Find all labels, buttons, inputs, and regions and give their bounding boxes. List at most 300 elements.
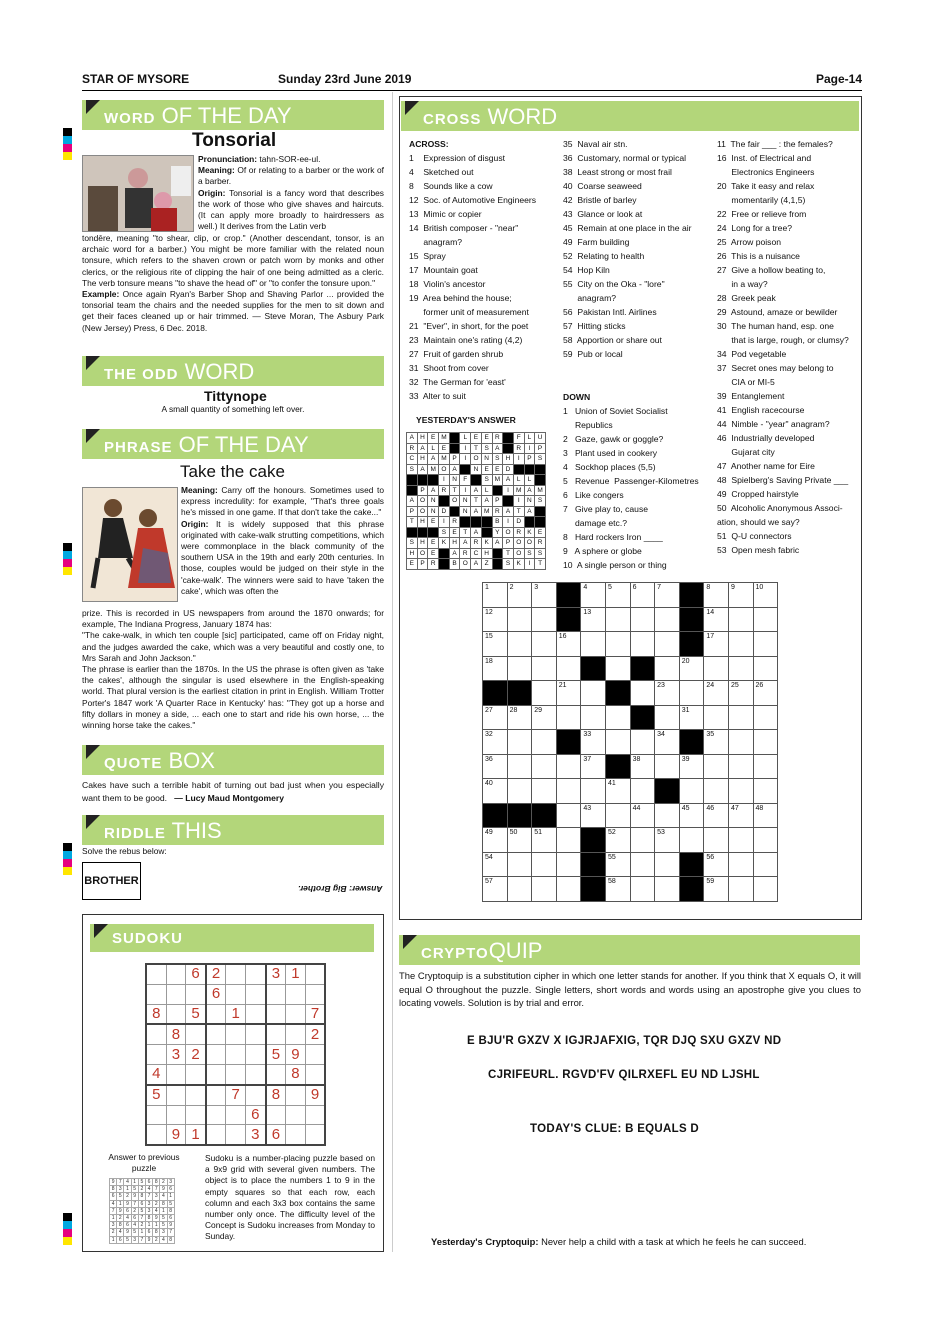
sudoku-cell[interactable]: 6 — [266, 1125, 286, 1145]
crossword-cell[interactable] — [630, 754, 655, 779]
crossword-cell[interactable] — [507, 583, 532, 608]
crossword-cell[interactable] — [753, 877, 778, 902]
crossword-cell[interactable] — [556, 803, 581, 828]
crossword-cell[interactable] — [630, 656, 655, 681]
sudoku-grid[interactable] — [145, 963, 326, 1146]
crossword-cell[interactable] — [753, 632, 778, 657]
yesterday-cell: E — [492, 464, 503, 475]
crossword-cell[interactable] — [704, 583, 729, 608]
crossword-cell[interactable] — [655, 607, 680, 632]
sudoku-cell[interactable]: 5 — [266, 1045, 286, 1065]
crossword-cell[interactable] — [581, 681, 606, 706]
crossword-cell[interactable] — [655, 583, 680, 608]
sudoku-cell[interactable] — [186, 1064, 206, 1084]
crossword-cell[interactable] — [679, 656, 704, 681]
crossword-cell[interactable] — [581, 607, 606, 632]
crossword-cell[interactable] — [483, 803, 508, 828]
yesterday-cell: E — [471, 433, 482, 444]
crossword-cell[interactable] — [728, 730, 753, 755]
crossword-cell[interactable] — [507, 754, 532, 779]
sudoku-cell[interactable]: 3 — [245, 1125, 265, 1145]
crossword-cell[interactable] — [728, 754, 753, 779]
crossword-cell[interactable] — [507, 803, 532, 828]
crossword-cell[interactable] — [630, 583, 655, 608]
crossword-cell[interactable] — [655, 681, 680, 706]
crossword-cell[interactable] — [507, 730, 532, 755]
sudoku-cell[interactable] — [245, 1024, 265, 1044]
sudoku-cell[interactable] — [186, 1085, 206, 1105]
sudoku-cell[interactable] — [286, 1125, 306, 1145]
crossword-cell[interactable] — [556, 583, 581, 608]
yesterday-cell: S — [481, 475, 492, 486]
yesterday-cell: K — [524, 527, 535, 538]
clue-number: 26 — [755, 682, 764, 689]
crossword-cell[interactable] — [753, 828, 778, 853]
crossword-cell[interactable] — [605, 607, 630, 632]
clue-number: 20 — [681, 657, 690, 665]
sudoku-cell[interactable]: 6 — [206, 984, 226, 1004]
sudoku-cell[interactable] — [286, 1024, 306, 1044]
sudoku-cell[interactable] — [206, 1085, 226, 1105]
sudoku-answer-cell: 7 — [138, 1236, 145, 1243]
clue-number: 28 — [509, 706, 518, 714]
crossword-cell[interactable] — [679, 607, 704, 632]
crossword-cell[interactable] — [728, 656, 753, 681]
crossword-cell[interactable] — [728, 877, 753, 902]
crossword-cell[interactable] — [532, 705, 557, 730]
crossword-cell[interactable] — [728, 583, 753, 608]
crossword-cell[interactable] — [753, 583, 778, 608]
crossword-cell[interactable] — [581, 656, 606, 681]
yesterday-cell: E — [428, 548, 439, 559]
yesterday-cell: I — [460, 454, 471, 465]
sudoku-cell[interactable] — [245, 964, 265, 984]
crossword-cell[interactable] — [704, 754, 729, 779]
crossword-cell[interactable] — [728, 607, 753, 632]
crossword-cell[interactable] — [532, 852, 557, 877]
crossword-cell[interactable] — [753, 754, 778, 779]
sudoku-cell[interactable]: 6 — [245, 1105, 265, 1125]
sudoku-cell[interactable]: 8 — [146, 1004, 166, 1024]
yesterday-cell: P — [407, 506, 418, 517]
crossword-cell[interactable] — [483, 779, 508, 804]
sudoku-cell[interactable] — [166, 984, 186, 1004]
yesterday-cell — [439, 548, 450, 559]
crossword-cell[interactable] — [581, 705, 606, 730]
sudoku-cell[interactable] — [305, 1045, 325, 1065]
down-clues-1: 1 Union of Soviet Socialist Republics 2 Gaze, gawk or goggle? 3 Plant used in cookery 4 Sockhop places (5,5) 5 Revenue Passenger-Kilometres 6 Like congers 7 Give play to, cause damage etc.? 8 Hard rockers Iron ____ 9 A sphere or globe 10 A single person or thing — [563, 406, 699, 570]
crossword-cell[interactable] — [704, 803, 729, 828]
crossword-grid[interactable] — [482, 582, 778, 902]
crossword-cell[interactable] — [728, 779, 753, 804]
crossword-cell[interactable] — [483, 705, 508, 730]
yesterday-cell — [492, 485, 503, 496]
sudoku-answer-grid — [109, 1178, 175, 1244]
crossword-cell[interactable] — [507, 852, 532, 877]
sudoku-cell[interactable]: 2 — [305, 1024, 325, 1044]
crossword-cell[interactable] — [728, 828, 753, 853]
color-marks — [63, 543, 72, 575]
crossword-cell[interactable] — [728, 681, 753, 706]
sudoku-cell[interactable]: 3 — [266, 964, 286, 984]
crossword-cell[interactable] — [655, 632, 680, 657]
yesterday-cell — [535, 517, 546, 528]
crossword-cell[interactable] — [483, 730, 508, 755]
crossword-cell[interactable] — [556, 828, 581, 853]
sudoku-info: Sudoku is a number-placing puzzle based on a 9x9 grid with several given numbers. The object is to place the numbers 1 to 9 in the empty squares so that each row, each column and each 3x3 box contains the same number only once. The difficulty level of the Concept is Sudoku increases from Monday to Sunday. — [205, 1153, 375, 1242]
crossword-cell[interactable] — [532, 828, 557, 853]
crossword-cell[interactable] — [605, 705, 630, 730]
crossword-cell[interactable] — [655, 656, 680, 681]
yesterday-cell: O — [417, 496, 428, 507]
sudoku-cell[interactable]: 9 — [305, 1085, 325, 1105]
sudoku-cell[interactable] — [166, 1105, 186, 1125]
sudoku-cell[interactable] — [206, 1105, 226, 1125]
clue-number: 57 — [485, 878, 493, 885]
sudoku-cell[interactable] — [245, 1045, 265, 1065]
sudoku-cell[interactable]: 2 — [186, 1045, 206, 1065]
crossword-cell[interactable] — [655, 705, 680, 730]
crossword-cell[interactable] — [507, 656, 532, 681]
yesterday-cell: N — [460, 496, 471, 507]
sudoku-answer-cell: 3 — [145, 1207, 152, 1214]
crossword-cell[interactable] — [483, 828, 508, 853]
sudoku-cell[interactable] — [266, 1024, 286, 1044]
yesterday-cell: D — [503, 464, 514, 475]
crossword-cell[interactable] — [704, 705, 729, 730]
clue-number: 27 — [485, 706, 493, 714]
crossword-cell[interactable] — [581, 828, 606, 853]
sudoku-answer-cell: 1 — [117, 1200, 124, 1207]
crossword-cell[interactable] — [581, 803, 606, 828]
sudoku-cell[interactable] — [206, 1024, 226, 1044]
crossword-cell[interactable] — [556, 877, 581, 902]
crossword-cell[interactable] — [605, 656, 630, 681]
crossword-cell[interactable] — [532, 607, 557, 632]
sudoku-cell[interactable] — [245, 984, 265, 1004]
sudoku-cell[interactable] — [226, 1045, 246, 1065]
crossword-cell[interactable] — [679, 779, 704, 804]
sudoku-answer-cell: 5 — [131, 1229, 138, 1236]
crossword-cell[interactable] — [753, 779, 778, 804]
sudoku-cell[interactable] — [245, 1004, 265, 1024]
sudoku-cell[interactable] — [146, 1105, 166, 1125]
clue-number: 39 — [681, 755, 690, 763]
sudoku-cell[interactable] — [266, 1105, 286, 1125]
crossword-cell[interactable] — [532, 632, 557, 657]
clue-number: 12 — [485, 608, 493, 616]
sudoku-cell[interactable] — [245, 1064, 265, 1084]
sudoku-cell[interactable] — [305, 1105, 325, 1125]
sudoku-cell[interactable] — [186, 1024, 206, 1044]
crossword-cell[interactable] — [655, 803, 680, 828]
sudoku-cell[interactable]: 9 — [166, 1125, 186, 1145]
crossword-cell[interactable] — [556, 852, 581, 877]
across-clues-2: 35 Naval air stn. 36 Customary, normal or typical 38 Least strong or most frail 40 Coarse seaweed 42 Bristle of barley 43 Glance or look at 45 Remain at one place in the air 49 Farm building 52 Relating to health 54 Hop Kiln 55 City on the Oka - "lore" anagram? 56 Pakistan Intl. Airlines 57 Hitting sticks 58 Apportion or share out 59 Pub or local — [563, 139, 692, 359]
crossword-cell[interactable] — [532, 583, 557, 608]
crossword-cell[interactable] — [630, 607, 655, 632]
crossword-cell[interactable] — [655, 754, 680, 779]
sudoku-cell[interactable]: 8 — [266, 1085, 286, 1105]
yesterday-cell — [524, 464, 535, 475]
crossword-cell[interactable] — [507, 632, 532, 657]
crossword-cell[interactable] — [630, 632, 655, 657]
yesterday-cell — [428, 475, 439, 486]
crossword-cell[interactable] — [655, 779, 680, 804]
crossword-cell[interactable] — [679, 583, 704, 608]
crossword-cell[interactable] — [532, 730, 557, 755]
sudoku-answer-cell: 9 — [110, 1179, 117, 1186]
crossword-cell[interactable] — [605, 681, 630, 706]
crossword-cell[interactable] — [605, 803, 630, 828]
sudoku-answer-cell: 6 — [110, 1193, 117, 1200]
crossword-cell[interactable] — [753, 852, 778, 877]
sudoku-cell[interactable] — [146, 984, 166, 1004]
sudoku-cell[interactable]: 1 — [186, 1125, 206, 1145]
sudoku-cell[interactable]: 9 — [286, 1045, 306, 1065]
crossword-cell[interactable] — [655, 877, 680, 902]
sudoku-cell[interactable]: 6 — [186, 964, 206, 984]
sudoku-cell[interactable] — [286, 1085, 306, 1105]
sudoku-cell[interactable] — [305, 1125, 325, 1145]
crossword-cell[interactable] — [507, 828, 532, 853]
sudoku-cell[interactable]: 4 — [146, 1064, 166, 1084]
sudoku-cell[interactable] — [305, 1064, 325, 1084]
crossword-cell[interactable] — [630, 779, 655, 804]
crossword-cell[interactable] — [483, 583, 508, 608]
crossword-cell[interactable] — [532, 681, 557, 706]
crossword-cell[interactable] — [704, 877, 729, 902]
sudoku-cell[interactable] — [286, 984, 306, 1004]
sudoku-cell[interactable] — [166, 1064, 186, 1084]
crossword-cell[interactable] — [483, 607, 508, 632]
crossword-cell[interactable] — [581, 730, 606, 755]
crossword-cell[interactable] — [556, 656, 581, 681]
yesterday-cell: L — [481, 485, 492, 496]
crossword-cell[interactable] — [630, 803, 655, 828]
crossword-cell[interactable] — [556, 607, 581, 632]
crossword-cell[interactable] — [630, 681, 655, 706]
crossword-cell[interactable] — [679, 828, 704, 853]
crossword-cell[interactable] — [532, 754, 557, 779]
sudoku-cell[interactable] — [226, 1064, 246, 1084]
yesterday-answer-label: YESTERDAY'S ANSWER — [416, 415, 516, 425]
crossword-cell[interactable] — [605, 852, 630, 877]
crossword-cell[interactable] — [679, 754, 704, 779]
sudoku-answer-cell: 5 — [138, 1207, 145, 1214]
sudoku-cell[interactable] — [206, 1064, 226, 1084]
clue-number: 31 — [681, 706, 690, 714]
crossword-cell[interactable] — [556, 730, 581, 755]
clue-number: 33 — [583, 731, 592, 738]
crossword-cell[interactable] — [507, 877, 532, 902]
sudoku-cell[interactable] — [305, 984, 325, 1004]
crossword-cell[interactable] — [483, 852, 508, 877]
crossword-cell[interactable] — [704, 828, 729, 853]
crossword-cell[interactable] — [556, 705, 581, 730]
sudoku-cell[interactable] — [286, 1105, 306, 1125]
crossword-cell[interactable] — [679, 852, 704, 877]
crossword-cell[interactable] — [753, 730, 778, 755]
crossword-cell[interactable] — [507, 779, 532, 804]
sudoku-cell[interactable] — [206, 1125, 226, 1145]
crossword-cell[interactable] — [655, 730, 680, 755]
crossword-cell[interactable] — [704, 607, 729, 632]
crossword-cell[interactable] — [704, 852, 729, 877]
odd-word-meaning: A small quantity of something left over. — [161, 404, 305, 414]
sudoku-cell[interactable] — [286, 1004, 306, 1024]
crossword-cell[interactable] — [655, 852, 680, 877]
sudoku-cell[interactable]: 2 — [206, 964, 226, 984]
crossword-cell[interactable] — [679, 730, 704, 755]
sudoku-cell[interactable] — [226, 1125, 246, 1145]
crossword-cell[interactable] — [605, 754, 630, 779]
sudoku-cell[interactable] — [305, 964, 325, 984]
clue-number: 7 — [657, 584, 662, 591]
crossword-cell[interactable] — [704, 730, 729, 755]
crossword-cell[interactable] — [704, 779, 729, 804]
crossword-cell[interactable] — [728, 852, 753, 877]
sudoku-cell[interactable] — [146, 1045, 166, 1065]
cryptoquip-banner: CRYPTOQUIP — [399, 935, 860, 965]
sudoku-cell[interactable]: 1 — [226, 1004, 246, 1024]
sudoku-cell[interactable] — [166, 964, 186, 984]
crossword-cell[interactable] — [507, 681, 532, 706]
clue-number: 23 — [657, 682, 665, 689]
yesterday-cell: S — [535, 496, 546, 507]
crossword-cell[interactable] — [581, 583, 606, 608]
crossword-cell[interactable] — [753, 705, 778, 730]
sudoku-cell[interactable] — [226, 1105, 246, 1125]
yesterday-cell: R — [407, 443, 418, 454]
crossword-cell[interactable] — [605, 583, 630, 608]
crossword-cell[interactable] — [630, 730, 655, 755]
crossword-cell[interactable] — [483, 877, 508, 902]
crossword-cell[interactable] — [605, 828, 630, 853]
crossword-cell[interactable] — [704, 656, 729, 681]
crossword-cell[interactable] — [728, 632, 753, 657]
sudoku-cell[interactable]: 5 — [146, 1085, 166, 1105]
crossword-cell[interactable] — [507, 705, 532, 730]
sudoku-cell[interactable] — [146, 964, 166, 984]
crossword-cell[interactable] — [679, 632, 704, 657]
crossword-cell[interactable] — [581, 852, 606, 877]
sudoku-cell[interactable] — [206, 1004, 226, 1024]
crossword-cell[interactable] — [581, 632, 606, 657]
crossword-cell[interactable] — [605, 779, 630, 804]
sudoku-cell[interactable] — [206, 1045, 226, 1065]
sudoku-answer-cell: 9 — [145, 1236, 152, 1243]
sudoku-cell[interactable] — [266, 984, 286, 1004]
sudoku-answer-cell: 5 — [124, 1236, 131, 1243]
crossword-cell[interactable] — [630, 705, 655, 730]
sudoku-cell[interactable]: 8 — [166, 1024, 186, 1044]
crossword-cell[interactable] — [753, 681, 778, 706]
crossword-cell[interactable] — [605, 730, 630, 755]
crossword-cell[interactable] — [532, 803, 557, 828]
sudoku-cell[interactable] — [266, 1064, 286, 1084]
sudoku-cell[interactable]: 7 — [305, 1004, 325, 1024]
sudoku-cell[interactable] — [226, 1024, 246, 1044]
crossword-cell[interactable] — [679, 803, 704, 828]
sudoku-cell[interactable] — [146, 1024, 166, 1044]
sudoku-cell[interactable]: 8 — [286, 1064, 306, 1084]
crossword-cell[interactable] — [581, 754, 606, 779]
crossword-cell[interactable] — [753, 656, 778, 681]
crossword-cell[interactable] — [483, 656, 508, 681]
crossword-cell[interactable] — [581, 779, 606, 804]
sudoku-cell[interactable]: 1 — [286, 964, 306, 984]
crossword-cell[interactable] — [704, 681, 729, 706]
crossword-cell[interactable] — [679, 877, 704, 902]
crossword-cell[interactable] — [753, 607, 778, 632]
yesterday-cell: I — [503, 517, 514, 528]
sudoku-cell[interactable]: 7 — [226, 1085, 246, 1105]
sudoku-answer-cell: 1 — [145, 1222, 152, 1229]
crossword-cell[interactable] — [679, 705, 704, 730]
sudoku-cell[interactable]: 3 — [166, 1045, 186, 1065]
crossword-cell[interactable] — [605, 632, 630, 657]
sudoku-cell[interactable]: 5 — [186, 1004, 206, 1024]
yesterday-cell: A — [449, 548, 460, 559]
crossword-cell[interactable] — [630, 828, 655, 853]
crossword-cell[interactable] — [556, 779, 581, 804]
odd-word-banner: THE ODD WORD — [82, 356, 384, 386]
sudoku-answer-cell: 2 — [138, 1186, 145, 1193]
crossword-cell[interactable] — [532, 656, 557, 681]
crossword-cell[interactable] — [581, 877, 606, 902]
crossword-cell[interactable] — [507, 607, 532, 632]
crossword-cell[interactable] — [753, 803, 778, 828]
crossword-cell[interactable] — [556, 754, 581, 779]
crossword-cell[interactable] — [483, 632, 508, 657]
sudoku-cell[interactable] — [166, 1085, 186, 1105]
sudoku-cell[interactable] — [226, 984, 246, 1004]
yesterday-cell: T — [407, 517, 418, 528]
yesterday-cell: A — [524, 506, 535, 517]
yesterday-cell: S — [439, 527, 450, 538]
sudoku-cell[interactable] — [245, 1085, 265, 1105]
yesterday-cell: O — [513, 548, 524, 559]
crossword-cell[interactable] — [728, 705, 753, 730]
crossword-cell[interactable] — [532, 779, 557, 804]
crossword-cell[interactable] — [630, 852, 655, 877]
yesterday-cell: M — [513, 485, 524, 496]
yesterday-cell: E — [481, 464, 492, 475]
crossword-cell[interactable] — [655, 828, 680, 853]
crossword-cell[interactable] — [704, 632, 729, 657]
clue-number: 56 — [706, 853, 715, 861]
crossword-cell[interactable] — [483, 681, 508, 706]
sudoku-cell[interactable] — [266, 1004, 286, 1024]
crossword-cell[interactable] — [728, 803, 753, 828]
sudoku-cell[interactable] — [146, 1125, 166, 1145]
sudoku-cell[interactable] — [226, 964, 246, 984]
crossword-cell[interactable] — [483, 754, 508, 779]
crossword-cell[interactable] — [556, 632, 581, 657]
yesterday-cell: A — [503, 475, 514, 486]
yesterday-cell: O — [417, 506, 428, 517]
crossword-cell[interactable] — [630, 877, 655, 902]
sudoku-cell[interactable] — [166, 1004, 186, 1024]
sudoku-cell[interactable] — [186, 1105, 206, 1125]
sudoku-answer-cell: 8 — [160, 1200, 167, 1207]
crossword-cell[interactable] — [679, 681, 704, 706]
crossword-cell[interactable] — [556, 681, 581, 706]
sudoku-cell[interactable] — [186, 984, 206, 1004]
crossword-cell[interactable] — [532, 877, 557, 902]
crossword-cell[interactable] — [605, 877, 630, 902]
